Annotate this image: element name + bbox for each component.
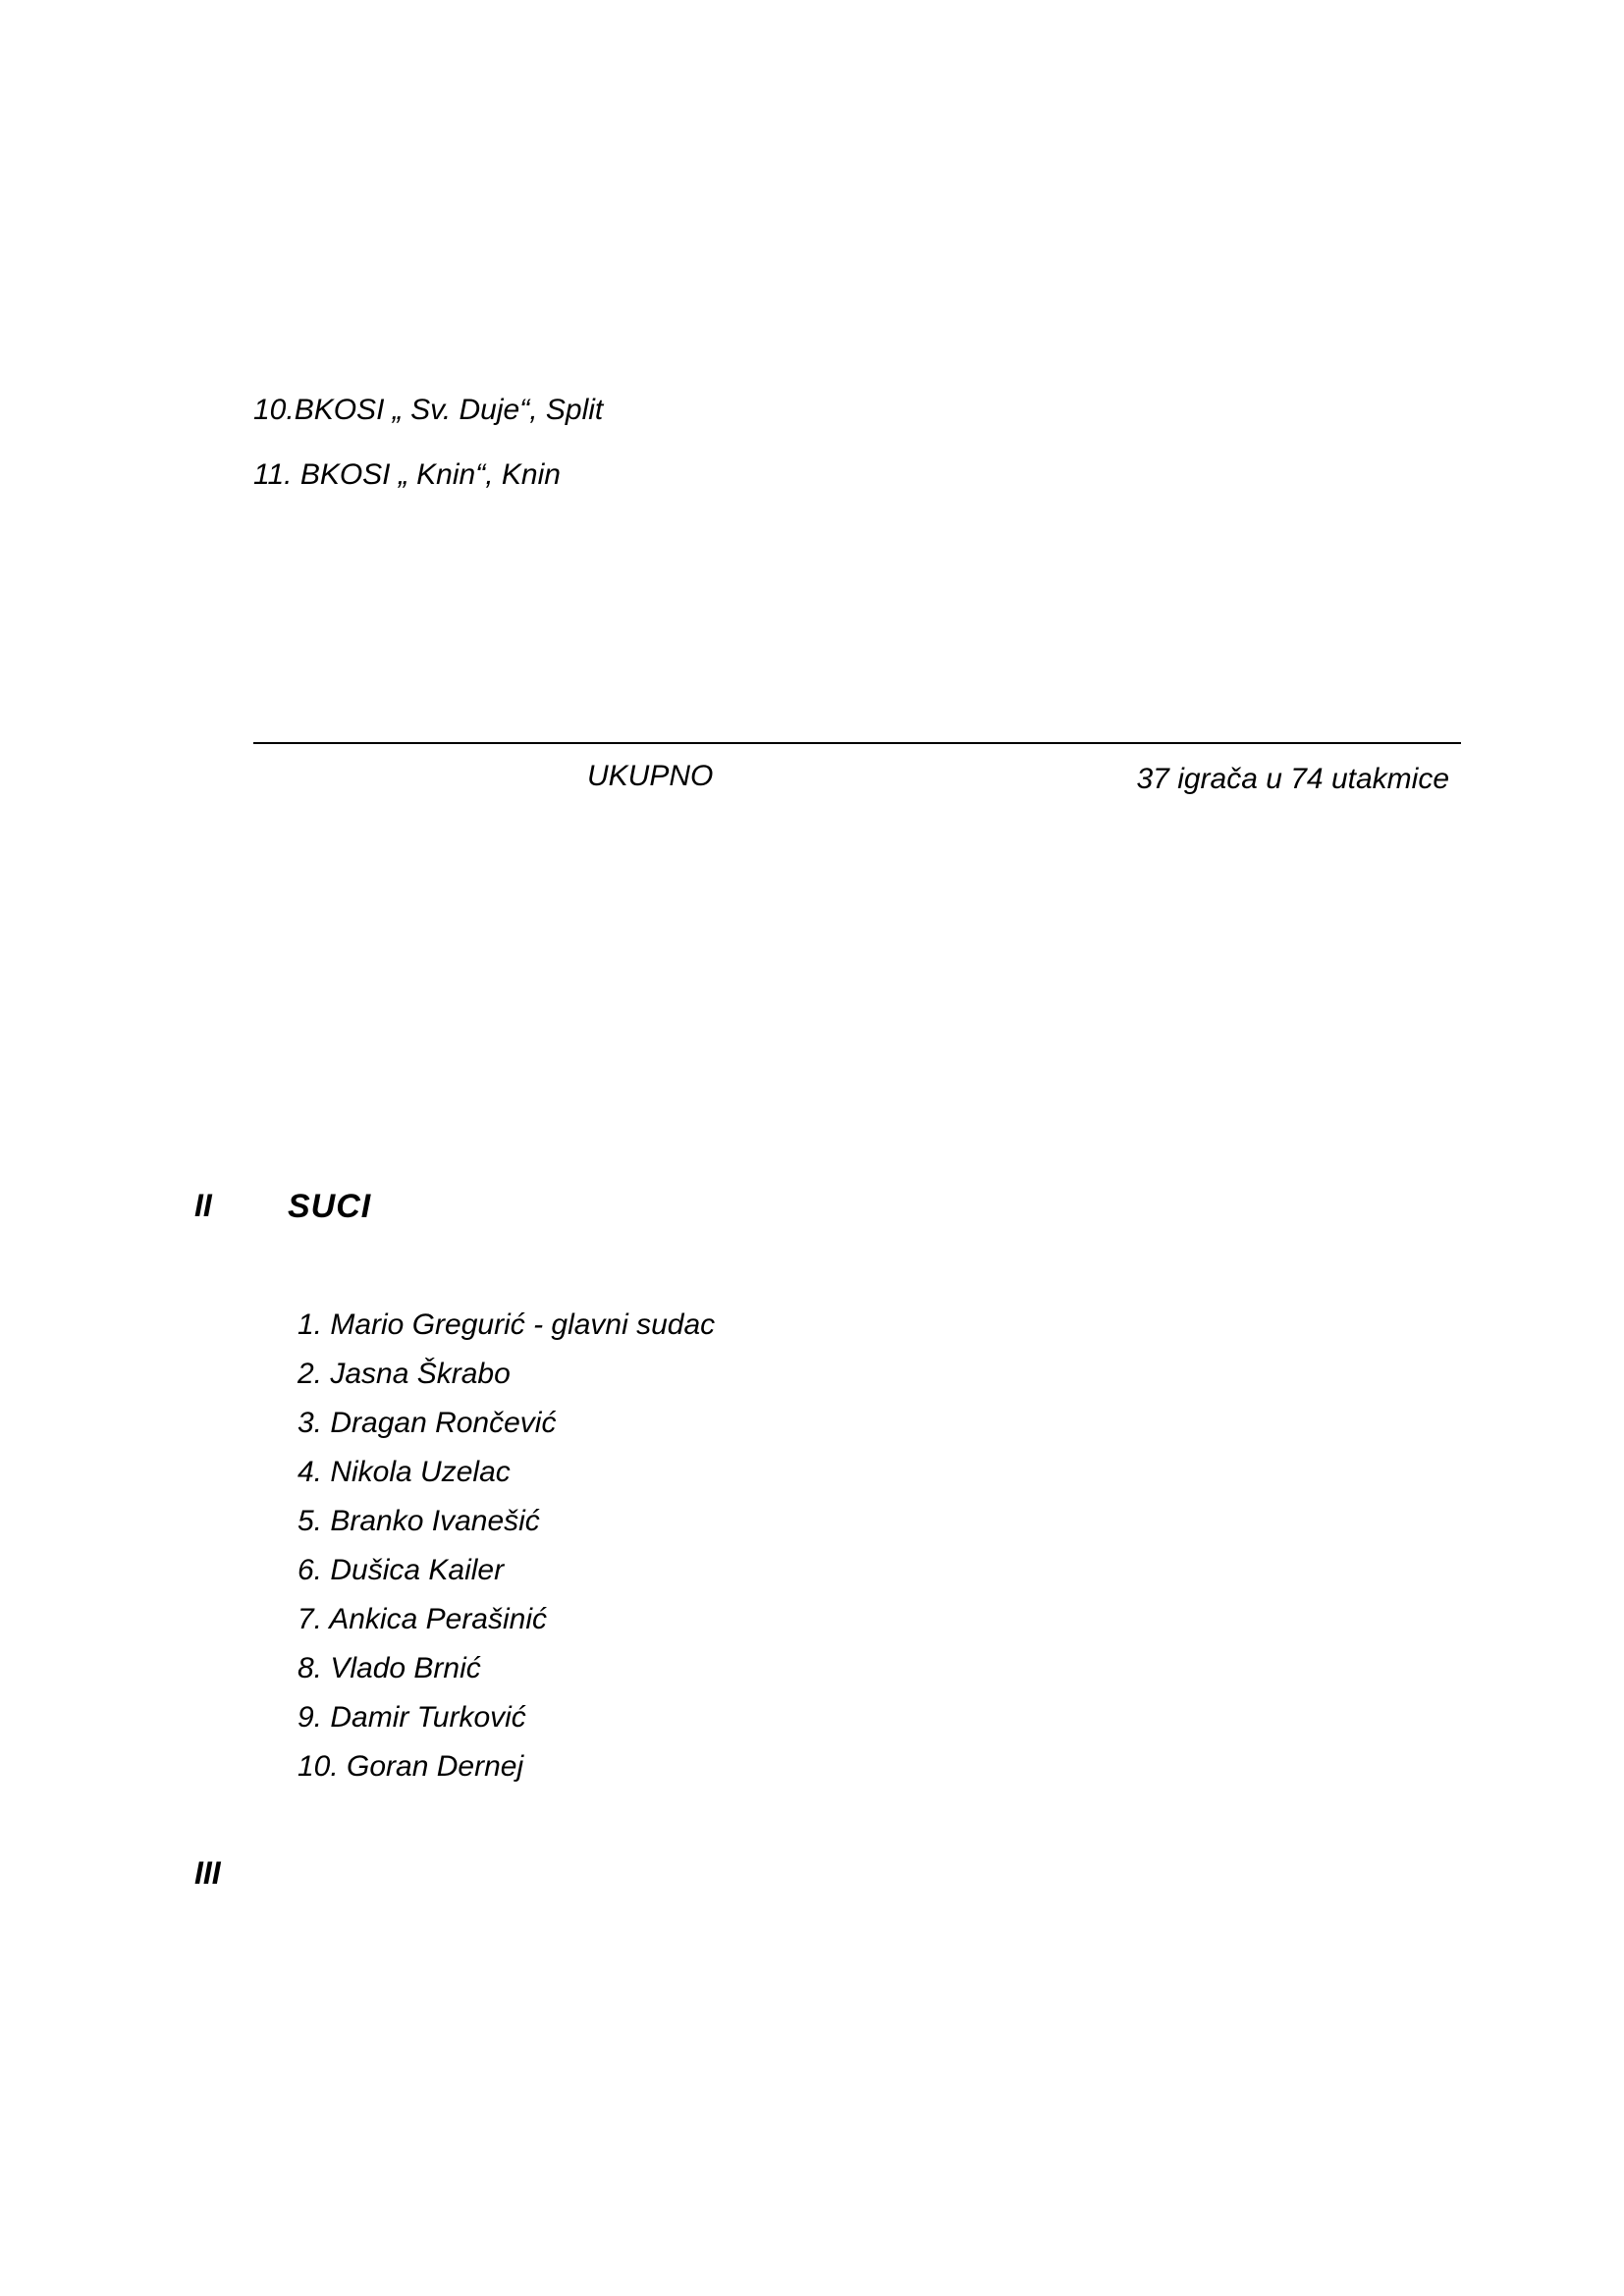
total-row — [253, 744, 1461, 852]
list-item: 2. Jasna Škrabo — [298, 1358, 511, 1390]
list-item: 11. BKOSI „ Knin“, Knin — [253, 458, 561, 491]
section-numeral: III — [194, 1855, 221, 1891]
total-label: UKUPNO — [587, 760, 714, 792]
total-value: 37 igrača u 74 utakmice — [1136, 763, 1449, 795]
total-block — [253, 742, 1461, 852]
list-item: 8. Vlado Brnić — [298, 1652, 481, 1684]
list-item: 6. Dušica Kailer — [298, 1554, 505, 1586]
club-list — [253, 378, 1137, 507]
list-item: 4. Nikola Uzelac — [298, 1456, 511, 1488]
section-title: SUCI — [288, 1188, 372, 1225]
list-item: 10. Goran Dernej — [298, 1750, 524, 1783]
judges-list — [298, 1301, 1279, 1791]
list-item: 1. Mario Gregurić - glavni sudac — [298, 1308, 716, 1341]
section-numeral: II — [194, 1188, 212, 1223]
list-item: 5. Branko Ivanešić — [298, 1505, 540, 1537]
list-item: 10.BKOSI „ Sv. Duje“, Split — [253, 394, 604, 426]
section-heading-third — [194, 1855, 221, 1892]
list-item: 9. Damir Turković — [298, 1701, 526, 1734]
list-item: 7. Ankica Perašinić — [298, 1603, 548, 1635]
list-item: 3. Dragan Rončević — [298, 1407, 557, 1439]
